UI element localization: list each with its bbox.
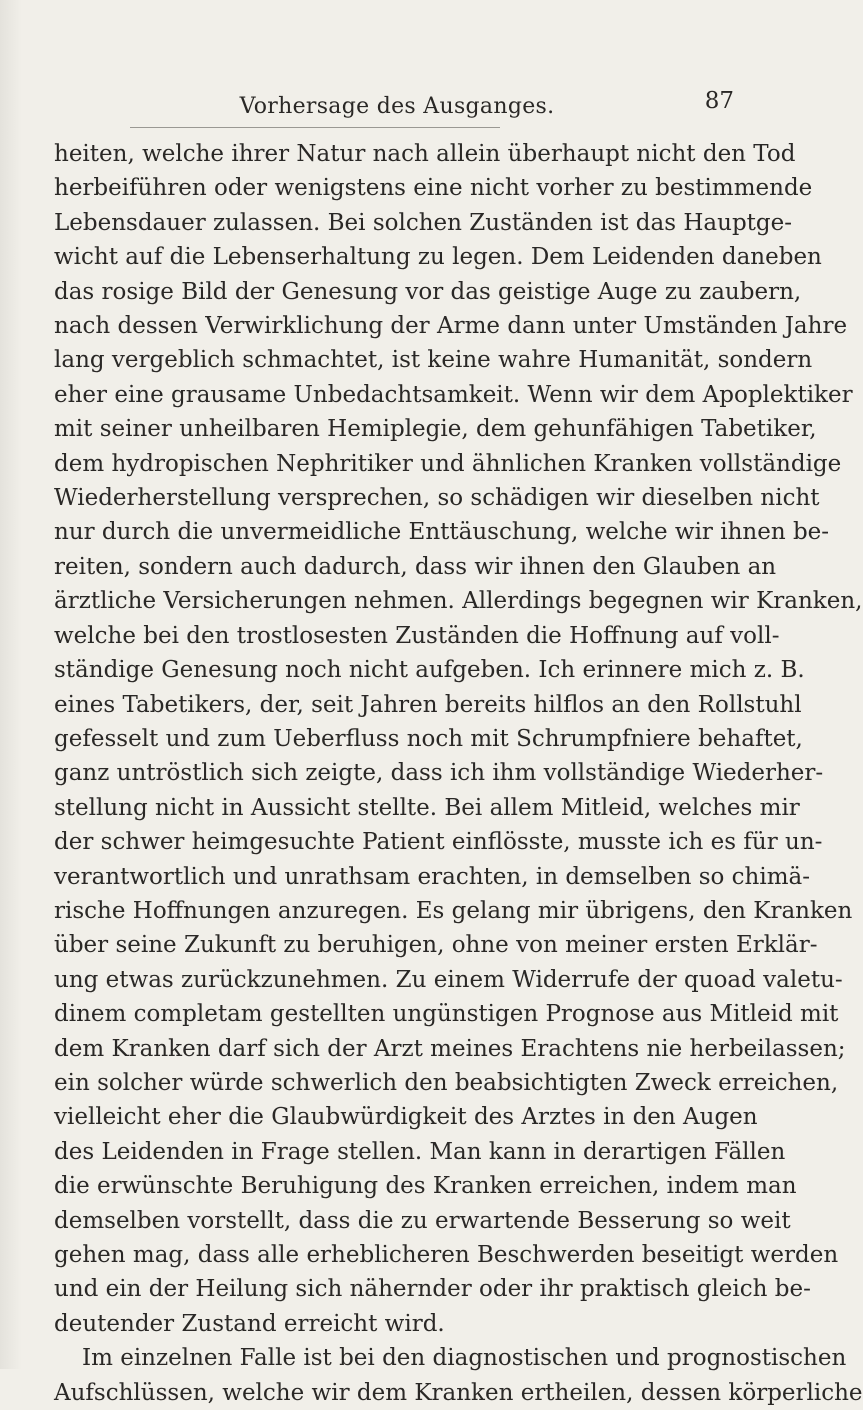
- text-line: vielleicht eher die Glaubwürdigkeit des Arztes in den Augen: [54, 1104, 758, 1131]
- text-line: ung etwas zurückzunehmen. Zu einem Widerrufe der quoad valetu-: [54, 966, 843, 993]
- text-line: nur durch die unvermeidliche Enttäuschung, welche wir ihnen be-: [54, 519, 830, 546]
- text-line: mit seiner unheilbaren Hemiplegie, dem gehunfähigen Tabetiker,: [54, 416, 817, 443]
- running-title: Vorhersage des Ausganges.: [239, 94, 555, 119]
- running-head: [54, 88, 740, 128]
- text-line: heiten, welche ihrer Natur nach allein überhaupt nicht den Tod: [54, 141, 796, 167]
- text-line: ständige Genesung noch nicht aufgeben. Ich erinnere mich z. B.: [54, 657, 805, 684]
- text-line: demselben vorstellt, dass die zu erwartende Besserung so weit: [54, 1207, 791, 1234]
- page-edge-shadow: [0, 0, 22, 1369]
- text-line: welche bei den trostlosesten Zuständen die Hoffnung auf voll-: [54, 622, 780, 649]
- text-line: der schwer heimgesuchte Patient einflösste, musste ich es für un-: [54, 829, 823, 856]
- text-line: Wiederherstellung versprechen, so schädigen wir dieselben nicht: [54, 485, 820, 512]
- text-line: eher eine grausame Unbedachtsamkeit. Wenn wir dem Apoplektiker: [54, 381, 853, 408]
- text-line: dem Kranken darf sich der Arzt meines Erachtens nie herbeilassen;: [54, 1035, 846, 1062]
- text-line: reiten, sondern auch dadurch, dass wir ihnen den Glauben an: [54, 553, 777, 580]
- paragraph-2: [54, 1341, 863, 1410]
- text-line: wicht auf die Lebenserhaltung zu legen. Dem Leidenden daneben: [54, 244, 822, 271]
- text-line: gefesselt und zum Ueberfluss noch mit Schrumpfniere behaftet,: [54, 725, 803, 752]
- text-line: herbeiführen oder wenigstens eine nicht vorher zu bestimmende: [54, 175, 813, 202]
- text-line: ärztliche Versicherungen nehmen. Allerdings begegnen wir Kranken,: [54, 588, 863, 615]
- text-line: dinem completam gestellten ungünstigen Prognose aus Mitleid mit: [54, 1001, 839, 1028]
- header-rule: [130, 127, 500, 128]
- text-line: deutender Zustand erreicht wird.: [54, 1310, 445, 1337]
- text-line: das rosige Bild der Genesung vor das geistige Auge zu zaubern,: [54, 278, 802, 305]
- text-line: stellung nicht in Aussicht stellte. Bei allem Mitleid, welches mir: [54, 794, 800, 821]
- text-line: gehen mag, dass alle erheblicheren Beschwerden beseitigt werden: [54, 1242, 839, 1268]
- text-line: Lebensdauer zulassen. Bei solchen Zuständen ist das Hauptge-: [54, 209, 793, 236]
- text-line: und ein der Heilung sich nähernder oder ihr praktisch gleich be-: [54, 1276, 811, 1303]
- text-line: über seine Zukunft zu beruhigen, ohne von meiner ersten Erklär-: [54, 932, 818, 959]
- text-line: Im einzelnen Falle ist bei den diagnostischen und prognostischen: [82, 1345, 847, 1372]
- text-line: des Leidenden in Frage stellen. Man kann in derartigen Fällen: [54, 1138, 786, 1165]
- text-line: Aufschlüssen, welche wir dem Kranken ertheilen, dessen körperliche: [54, 1379, 863, 1406]
- body-text: [54, 137, 863, 1410]
- page-number: 87: [704, 88, 734, 114]
- text-line: ganz untröstlich sich zeigte, dass ich ihm vollständige Wiederher-: [54, 760, 824, 787]
- text-line: nach dessen Verwirklichung der Arme dann unter Umständen Jahre: [54, 313, 848, 340]
- text-line: eines Tabetikers, der, seit Jahren bereits hilflos an den Rollstuhl: [54, 691, 802, 718]
- text-line: verantwortlich und unrathsam erachten, in demselben so chimä-: [54, 863, 811, 890]
- text-line: rische Hoffnungen anzuregen. Es gelang mir übrigens, den Kranken: [54, 897, 853, 924]
- text-line: lang vergeblich schmachtet, ist keine wahre Humanität, sondern: [54, 347, 813, 374]
- text-line: ein solcher würde schwerlich den beabsichtigten Zweck erreichen,: [54, 1069, 839, 1096]
- text-line: die erwünschte Beruhigung des Kranken erreichen, indem man: [54, 1173, 797, 1200]
- text-line: dem hydropischen Nephritiker und ähnlichen Kranken vollständige: [54, 450, 842, 477]
- paragraph-1: [54, 137, 863, 1341]
